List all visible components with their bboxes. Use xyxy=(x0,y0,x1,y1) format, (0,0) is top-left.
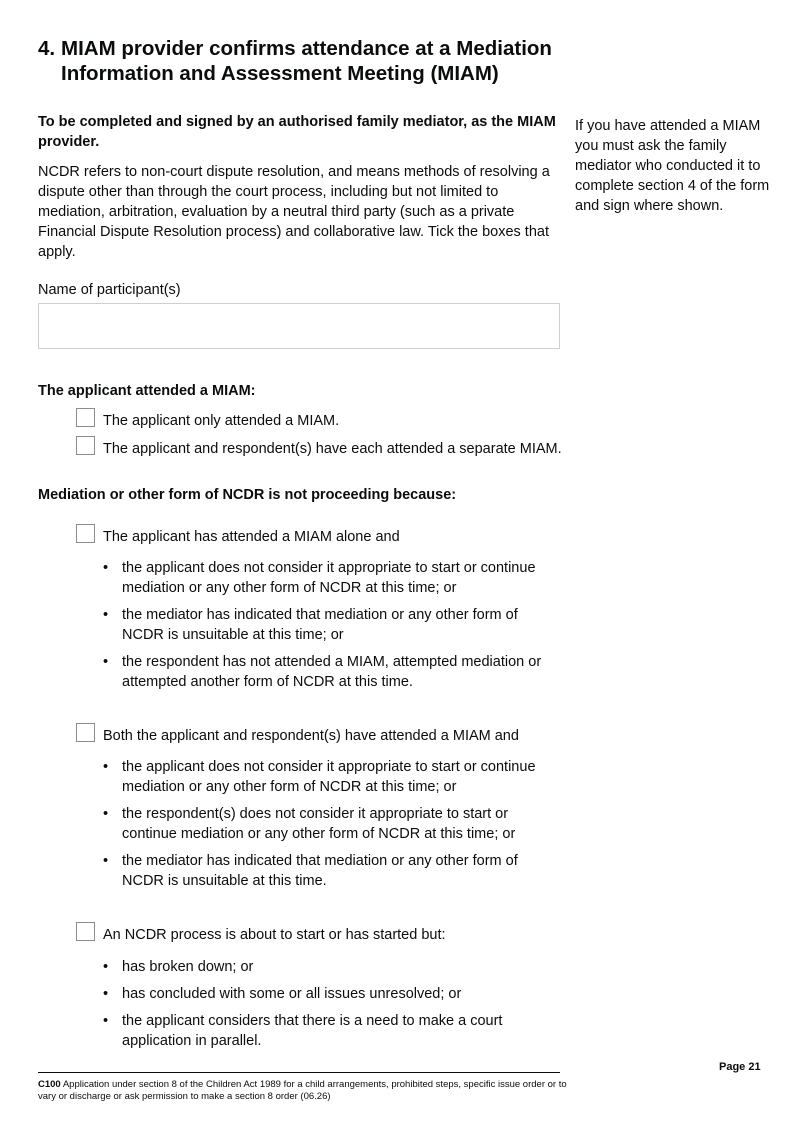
option-ncdr-started[interactable] xyxy=(76,925,562,945)
participant-label: Name of participant(s) xyxy=(38,282,181,298)
form-description: Application under section 8 of the Children Act 1989 for a child arrangements, prohibited steps, specific issue order or to vary or discharge or ask permission to make a section 8 order (06.26) xyxy=(38,1079,567,1102)
checkbox[interactable] xyxy=(76,436,95,455)
bullet-list xyxy=(100,558,560,699)
option-applicant-only[interactable] xyxy=(76,411,562,431)
checkbox[interactable] xyxy=(76,922,95,941)
list-item: • the respondent(s) does not consider it appropriate to start or continue mediation or any other form of NCDR at this time; or xyxy=(100,804,560,844)
section-title xyxy=(38,36,578,86)
participant-name-field[interactable] xyxy=(38,303,560,349)
option-applicant-alone[interactable] xyxy=(76,527,562,547)
section-heading: MIAM provider confirms attendance at a Mediation Information and Assessment Meeting (MIAM) xyxy=(61,37,552,85)
list-item: • the applicant considers that there is a need to make a court application in parallel. xyxy=(100,1011,560,1051)
instructions-bold: To be completed and signed by an authorised family mediator, as the MIAM provider. xyxy=(38,114,556,150)
bullet-list xyxy=(100,957,560,1058)
checkbox[interactable] xyxy=(76,723,95,742)
instructions-text: NCDR refers to non-court dispute resolution, and means methods of resolving a dispute other than through the court process, including but not limited to mediation, arbitration, evaluation by a neutral third party (such as a private Financial Dispute Resolution process) and collaborative law. Tick the boxes that apply. xyxy=(38,164,550,260)
list-item: • has broken down; or xyxy=(100,957,560,977)
list-item: • the mediator has indicated that mediation or any other form of NCDR is unsuitable at this time. xyxy=(100,851,560,891)
option-both-attended[interactable] xyxy=(76,726,562,746)
attended-heading: The applicant attended a MIAM: xyxy=(38,383,256,399)
footer-divider xyxy=(38,1072,560,1073)
option-label: The applicant has attended a MIAM alone and xyxy=(103,529,400,545)
checkbox[interactable] xyxy=(76,408,95,427)
list-item: • the applicant does not consider it appropriate to start or continue mediation or any other form of NCDR at this time; or xyxy=(100,757,560,797)
checkbox[interactable] xyxy=(76,524,95,543)
option-label: The applicant only attended a MIAM. xyxy=(103,413,340,429)
list-item: • the applicant does not consider it appropriate to start or continue mediation or any other form of NCDR at this time; or xyxy=(100,558,560,598)
page-number: Page 21 xyxy=(719,1061,761,1073)
side-note: If you have attended a MIAM you must ask the family mediator who conducted it to complete section 4 of the form and sign where shown. xyxy=(575,118,770,214)
instructions xyxy=(38,112,562,262)
footer xyxy=(38,1079,578,1103)
form-code: C100 xyxy=(38,1079,61,1090)
option-label: The applicant and respondent(s) have each attended a separate MIAM. xyxy=(103,441,562,457)
list-item: • the respondent has not attended a MIAM, attempted mediation or attempted another form of NCDR at this time. xyxy=(100,652,560,692)
option-label: Both the applicant and respondent(s) have attended a MIAM and xyxy=(103,728,519,744)
option-label: An NCDR process is about to start or has started but: xyxy=(103,927,446,943)
section-number: 4. xyxy=(38,37,56,60)
bullet-list xyxy=(100,757,560,898)
not-proceeding-heading: Mediation or other form of NCDR is not proceeding because: xyxy=(38,487,457,503)
list-item: • has concluded with some or all issues unresolved; or xyxy=(100,984,560,1004)
option-both-separate[interactable] xyxy=(76,439,562,459)
list-item: • the mediator has indicated that mediation or any other form of NCDR is unsuitable at this time; or xyxy=(100,605,560,645)
